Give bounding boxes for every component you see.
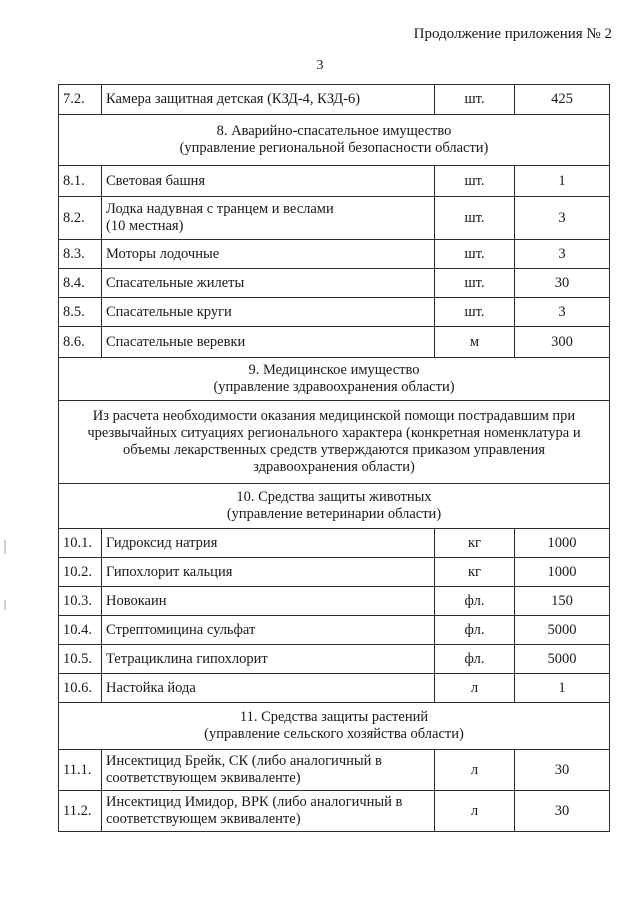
item-unit-cell: шт. [435, 197, 515, 240]
item-number-cell: 11.1. [59, 750, 102, 791]
scan-edge-mark [4, 540, 6, 554]
section-header-cell [59, 401, 610, 484]
table-row [59, 558, 610, 587]
item-name-cell: Световая башня [102, 166, 435, 197]
page-number: 3 [316, 58, 324, 73]
item-unit-cell: кг [435, 558, 515, 587]
section-header-line: Из расчета необходимости оказания медицинской помощи пострадавшим при [92, 408, 576, 424]
table-row [59, 674, 610, 703]
item-number-cell: 10.5. [59, 645, 102, 674]
item-unit-cell: л [435, 750, 515, 791]
section-header-row [59, 401, 610, 484]
item-unit-cell: фл. [435, 587, 515, 616]
item-unit-cell: шт. [435, 269, 515, 298]
item-number-cell: 8.5. [59, 298, 102, 327]
item-quantity-cell: 30 [515, 791, 610, 832]
item-number-cell: 8.6. [59, 327, 102, 358]
item-quantity-cell: 1000 [515, 558, 610, 587]
item-quantity-cell: 150 [515, 587, 610, 616]
item-number-cell: 8.4. [59, 269, 102, 298]
section-header-line: (управление сельского хозяйства области) [204, 726, 464, 742]
scan-edge-mark [4, 600, 6, 610]
item-name-line: Инсектицид Брейк, СК (либо аналогичный в [106, 753, 382, 769]
table-row [59, 298, 610, 327]
section-header-line: (управление региональной безопасности области) [179, 140, 489, 156]
table-row [59, 587, 610, 616]
table-row [59, 616, 610, 645]
section-header-line: 8. Аварийно-спасательное имущество [216, 123, 452, 139]
item-name-line: Инсектицид Имидор, ВРК (либо аналогичный в [106, 794, 403, 810]
item-unit-cell: м [435, 327, 515, 358]
section-header-cell [59, 484, 610, 529]
item-quantity-cell: 425 [515, 85, 610, 115]
section-header-row [59, 115, 610, 166]
item-unit-cell: л [435, 674, 515, 703]
item-name-line: (10 местная) [106, 218, 184, 234]
item-name-cell: Спасательные круги [102, 298, 435, 327]
section-header-line: 11. Средства защиты растений [239, 709, 429, 725]
table-row [59, 240, 610, 269]
item-unit-cell: фл. [435, 645, 515, 674]
item-quantity-cell: 3 [515, 197, 610, 240]
item-number-cell: 8.3. [59, 240, 102, 269]
section-header-row [59, 358, 610, 401]
section-header-cell [59, 115, 610, 166]
section-header-row [59, 484, 610, 529]
item-number-cell: 10.1. [59, 529, 102, 558]
item-name-line: соответствующем эквиваленте) [106, 770, 301, 786]
item-name-cell: Новокаин [102, 587, 435, 616]
item-number-cell: 8.2. [59, 197, 102, 240]
item-name-cell: Гидроксид натрия [102, 529, 435, 558]
item-number-cell: 10.6. [59, 674, 102, 703]
item-name-cell: Камера защитная детская (КЗД-4, КЗД-6) [102, 85, 435, 115]
item-name-cell [102, 197, 435, 240]
item-name-cell: Спасательные жилеты [102, 269, 435, 298]
table-row [59, 327, 610, 358]
item-number-cell: 10.4. [59, 616, 102, 645]
table-row [59, 166, 610, 197]
item-quantity-cell: 1 [515, 166, 610, 197]
supplies-table [58, 84, 610, 832]
supplies-table-body [59, 85, 610, 832]
item-name-line: соответствующем эквиваленте) [106, 811, 301, 827]
item-quantity-cell: 300 [515, 327, 610, 358]
section-header-line: (управление здравоохранения области) [213, 379, 455, 395]
item-unit-cell: шт. [435, 166, 515, 197]
item-quantity-cell: 3 [515, 298, 610, 327]
item-quantity-cell: 5000 [515, 645, 610, 674]
table-row [59, 645, 610, 674]
item-unit-cell: кг [435, 529, 515, 558]
section-header-row [59, 703, 610, 750]
item-unit-cell: л [435, 791, 515, 832]
table-row [59, 197, 610, 240]
table-row [59, 750, 610, 791]
item-quantity-cell: 1 [515, 674, 610, 703]
section-header-line: объемы лекарственных средств утверждаются приказом управления [123, 442, 545, 458]
section-header-line: (управление ветеринарии области) [226, 506, 442, 522]
item-quantity-cell: 1000 [515, 529, 610, 558]
item-name-cell: Тетрациклина гипохлорит [102, 645, 435, 674]
item-name-cell: Спасательные веревки [102, 327, 435, 358]
item-number-cell: 10.2. [59, 558, 102, 587]
item-number-cell: 7.2. [59, 85, 102, 115]
item-name-cell [102, 791, 435, 832]
item-number-cell: 10.3. [59, 587, 102, 616]
section-header-line: 10. Средства защиты животных [236, 489, 432, 505]
item-name-cell: Моторы лодочные [102, 240, 435, 269]
item-unit-cell: шт. [435, 298, 515, 327]
item-unit-cell: фл. [435, 616, 515, 645]
section-header-cell [59, 358, 610, 401]
item-quantity-cell: 30 [515, 750, 610, 791]
section-header-cell [59, 703, 610, 750]
section-header-line: 9. Медицинское имущество [248, 362, 420, 378]
table-row [59, 791, 610, 832]
table-row [59, 269, 610, 298]
item-quantity-cell: 3 [515, 240, 610, 269]
item-name-cell: Настойка йода [102, 674, 435, 703]
item-unit-cell: шт. [435, 240, 515, 269]
item-name-cell: Стрептомицина сульфат [102, 616, 435, 645]
item-name-line: Лодка надувная с транцем и веслами [106, 201, 334, 217]
item-number-cell: 11.2. [59, 791, 102, 832]
header-note: Продолжение приложения № 2 [413, 26, 612, 42]
item-quantity-cell: 5000 [515, 616, 610, 645]
section-header-line: здравоохранения области) [253, 459, 415, 475]
item-number-cell: 8.1. [59, 166, 102, 197]
item-quantity-cell: 30 [515, 269, 610, 298]
item-unit-cell: шт. [435, 85, 515, 115]
table-row [59, 85, 610, 115]
section-header-line: чрезвычайных ситуациях регионального характера (конкретная номенклатура и [87, 425, 581, 441]
item-name-cell: Гипохлорит кальция [102, 558, 435, 587]
item-name-cell [102, 750, 435, 791]
table-row [59, 529, 610, 558]
